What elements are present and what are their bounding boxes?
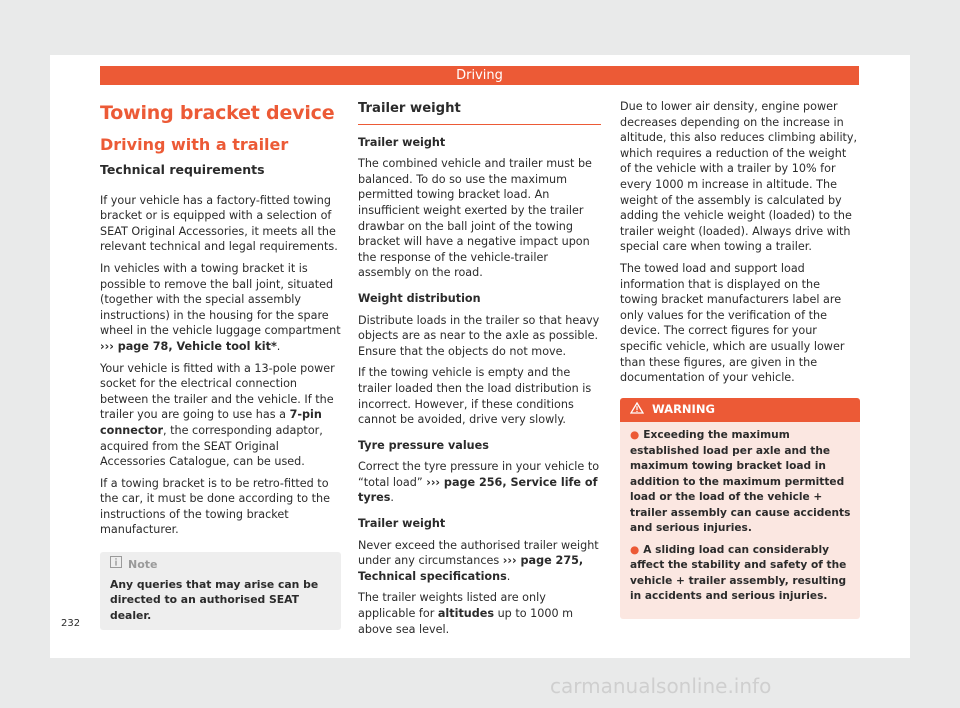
subheading: Weight distribution — [358, 291, 481, 305]
info-icon — [110, 556, 122, 573]
warning-item: ● Exceeding the maximum established load per axle and the maximum towing bracket load in addition to the maximum permitted load or the load of the vehicle + trailer assembly can cause accidents and serious injuries. — [630, 429, 851, 535]
column-middle — [358, 100, 601, 643]
note-text: Any queries that may arise can be directed to an authorised SEAT dealer. — [110, 577, 319, 622]
warning-header: WARNING — [620, 398, 860, 423]
page-reference-link[interactable]: ››› page 275, Technical specifications — [358, 554, 584, 583]
paragraph: Your vehicle is fitted with a 13-pole power socket for the electrical connection between the trailer and the vehicle. If the trailer you are going to use has a 7-pin connector, the corresponding adaptor, acquired from the SEAT Original Accessories Catalogue, can be used. — [100, 361, 335, 469]
subsection-title: Technical requirements — [100, 162, 265, 177]
trailer-weight-heading: Trailer weight — [358, 101, 601, 125]
page-reference-link[interactable]: ››› page 78, Vehicle tool kit* — [100, 339, 277, 353]
paragraph: Due to lower air density, engine power decreases depending on the increase in altitude, this also reduces climbing ability, which requires a reduction of the weight of the vehicle with a trailer by 10% for every 1000 m increase in altitude. The weight of the assembly is calculated by adding the vehicle weight (loaded) to the trailer weight (loaded). Always drive with special care when towing a trailer. — [620, 100, 858, 254]
paragraph: In vehicles with a towing bracket it is possible to remove the ball joint, situated (together with the special assembly instructions) in the housing for the spare wheel in the vehicle luggage compartment ››› page 78, Vehicle tool kit*. — [100, 261, 341, 353]
paragraph: The trailer weights listed are only applicable for altitudes up to 1000 m above sea level. — [358, 591, 574, 636]
section-header: Driving — [100, 66, 859, 85]
paragraph: If a towing bracket is to be retro-fitted to the car, it must be done according to the instructions of the towing bracket manufacturer. — [100, 476, 330, 537]
subheading: Tyre pressure values — [358, 438, 489, 452]
subheading: Trailer weight — [358, 517, 446, 531]
page-reference-link[interactable]: ››› page 256, Service life of tyres — [358, 475, 598, 505]
paragraph: If the towing vehicle is empty and the trailer loaded then the load distribution is incorrect. However, if these conditions cannot be avoided, drive very slowly. — [358, 366, 592, 427]
subheading: Trailer weight — [358, 135, 446, 149]
note-header: Note — [110, 556, 331, 573]
paragraph: Never exceed the authorised trailer weight under any circumstances ››› page 275, Technical specifications. — [358, 538, 599, 583]
warning-list — [620, 428, 860, 605]
warning-triangle-icon — [630, 402, 644, 419]
warning-box — [620, 398, 860, 619]
paragraph: Distribute loads in the trailer so that heavy objects are as near to the axle as possible. Ensure that the objects do not move. — [358, 313, 600, 358]
column-left — [100, 100, 341, 630]
paragraph: Correct the tyre pressure in your vehicle to “total load” ››› page 256, Service life of tyres. — [358, 460, 600, 505]
paragraph: If your vehicle has a factory-fitted towing bracket or is equipped with a selection of SEAT Original Accessories, it meets all the relevant technical and legal requirements. — [100, 193, 338, 254]
note-box — [100, 552, 341, 630]
paragraph: The combined vehicle and trailer must be balanced. To do so use the maximum permitted towing bracket load. An insufficient weight exerted by the trailer drawbar on the ball joint of the towing bracket will have a negative impact upon the response of the vehicle-trailer assembly on the road. — [358, 157, 592, 280]
bullet-icon: ● — [630, 429, 640, 442]
page-number: 232 — [61, 618, 81, 629]
watermark: carmanualsonline.info — [550, 674, 772, 698]
column-right — [620, 99, 860, 619]
bullet-icon: ● — [630, 543, 640, 556]
chapter-title: Towing bracket device — [100, 102, 335, 124]
paragraph: The towed load and support load information that is displayed on the towing bracket manufacturers label are only values for the verification of the device. The correct figures for your specific vehicle, which are usually lower than these figures, are given in the documentation of your vehicle. — [620, 261, 845, 385]
warning-item: ● A sliding load can considerably affect the stability and safety of the vehicle + trailer assembly, resulting in accidents and serious injuries. — [630, 543, 847, 603]
section-title: Driving with a trailer — [100, 135, 289, 154]
